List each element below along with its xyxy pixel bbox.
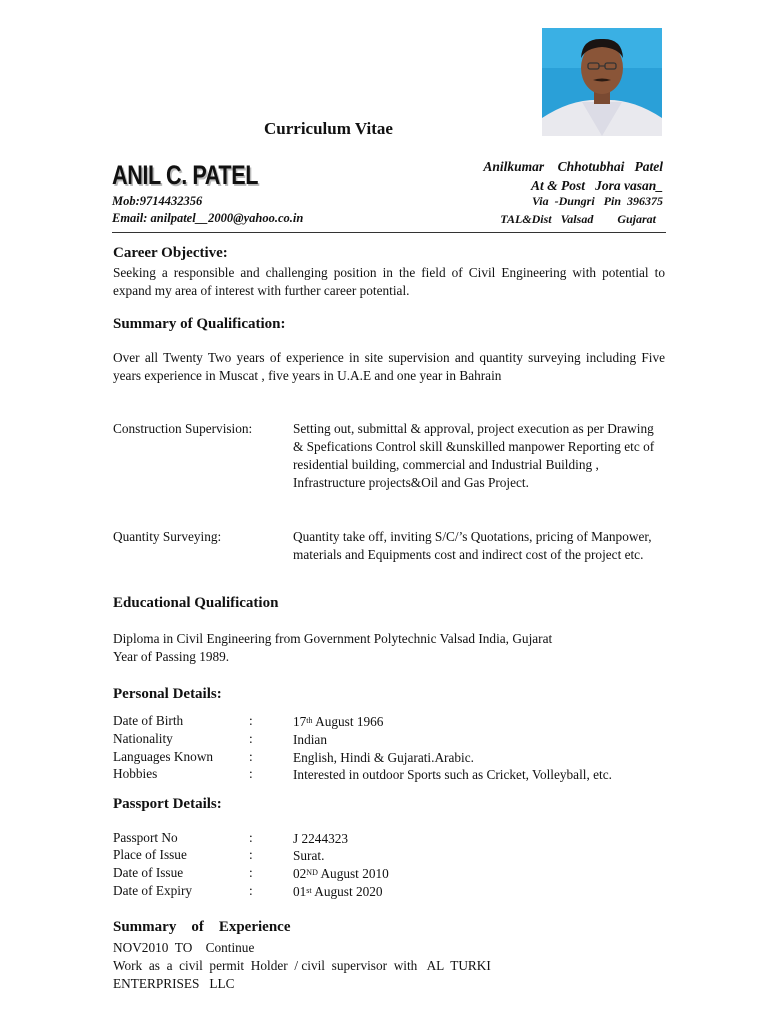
personal-details-heading: Personal Details:	[113, 686, 222, 702]
mobile-number: Mob:9714432356	[112, 194, 203, 208]
date-of-issue-label: Date of Issue	[113, 865, 184, 880]
dob-value: 17th August 1966	[293, 714, 384, 729]
header-divider	[112, 232, 666, 233]
languages-label: Languages Known	[113, 749, 214, 764]
address-line-1: Anilkumar Chhotubhai Patel	[483, 159, 663, 174]
date-of-expiry-colon: :	[249, 883, 253, 898]
experience-heading: Summary of Experience	[113, 919, 291, 935]
candidate-name-heading: ANIL C. PATEL	[112, 160, 258, 190]
construction-supervision-text: Setting out, submittal & approval, project execution as per Drawing & Spefications Control skill &unskilled manpower Reporting etc of residential building, commercial and Industrial Building , Infrastructure projects&Oil and Gas Project.	[293, 421, 655, 490]
hobbies-value: Interested in outdoor Sports such as Cricket, Volleyball, etc.	[293, 767, 612, 782]
date-of-issue-colon: :	[249, 865, 253, 880]
document-title: Curriculum Vitae	[264, 119, 393, 138]
date-of-issue-value: 02ND August 2010	[293, 866, 389, 881]
education-year: Year of Passing 1989.	[113, 649, 230, 664]
education-diploma: Diploma in Civil Engineering from Government Polytechnic Valsad India, Gujarat	[113, 631, 553, 646]
passport-no-value: J 2244323	[293, 831, 349, 846]
career-objective-heading: Career Objective:	[113, 245, 228, 261]
hobbies-colon: :	[249, 766, 253, 781]
summary-intro-text: Over all Twenty Two years of experience in site supervision and quantity surveying including Five years experience in Muscat , five years in U.A.E and one year in Bahrain	[113, 350, 665, 383]
profile-photo	[542, 28, 662, 136]
address-line-2: At & Post Jora vasan_	[530, 178, 663, 193]
hobbies-label: Hobbies	[113, 766, 158, 781]
experience-role: Work as a civil permit Holder / civil supervisor with AL TURKI	[113, 958, 491, 973]
languages-colon: :	[249, 749, 253, 764]
dob-label: Date of Birth	[113, 713, 184, 728]
dob-colon: :	[249, 713, 253, 728]
construction-supervision-label: Construction Supervision:	[113, 421, 253, 436]
passport-details-heading: Passport Details:	[113, 796, 222, 812]
education-heading: Educational Qualification	[113, 595, 279, 611]
passport-no-label: Passport No	[113, 830, 178, 845]
place-of-issue-colon: :	[249, 847, 253, 862]
quantity-surveying-text: Quantity take off, inviting S/C/’s Quotations, pricing of Manpower, materials and Equipments cost and indirect cost of the project etc.	[293, 529, 652, 562]
quantity-surveying-label: Quantity Surveying:	[113, 529, 222, 544]
nationality-value: Indian	[293, 732, 327, 747]
date-of-expiry-label: Date of Expiry	[113, 883, 193, 898]
experience-period: NOV2010 TO Continue	[113, 940, 255, 955]
address-line-4: TAL&Dist Valsad Gujarat	[500, 212, 656, 226]
experience-company: ENTERPRISES LLC	[113, 976, 235, 991]
email-address: Email: anilpatel__2000@yahoo.co.in	[112, 211, 304, 225]
date-of-expiry-value: 01st August 2020	[293, 884, 383, 899]
career-objective-text: Seeking a responsible and challenging position in the field of Civil Engineering with potential to expand my area of interest with further career potential.	[113, 265, 665, 298]
nationality-label: Nationality	[113, 731, 173, 746]
place-of-issue-value: Surat.	[293, 848, 325, 863]
passport-no-colon: :	[249, 830, 253, 845]
place-of-issue-label: Place of Issue	[113, 847, 187, 862]
languages-value: English, Hindi & Gujarati.Arabic.	[293, 750, 474, 765]
summary-qualification-heading: Summary of Qualification:	[113, 316, 286, 332]
address-line-3: Via -Dungri Pin 396375	[531, 194, 663, 208]
nationality-colon: :	[249, 731, 253, 746]
